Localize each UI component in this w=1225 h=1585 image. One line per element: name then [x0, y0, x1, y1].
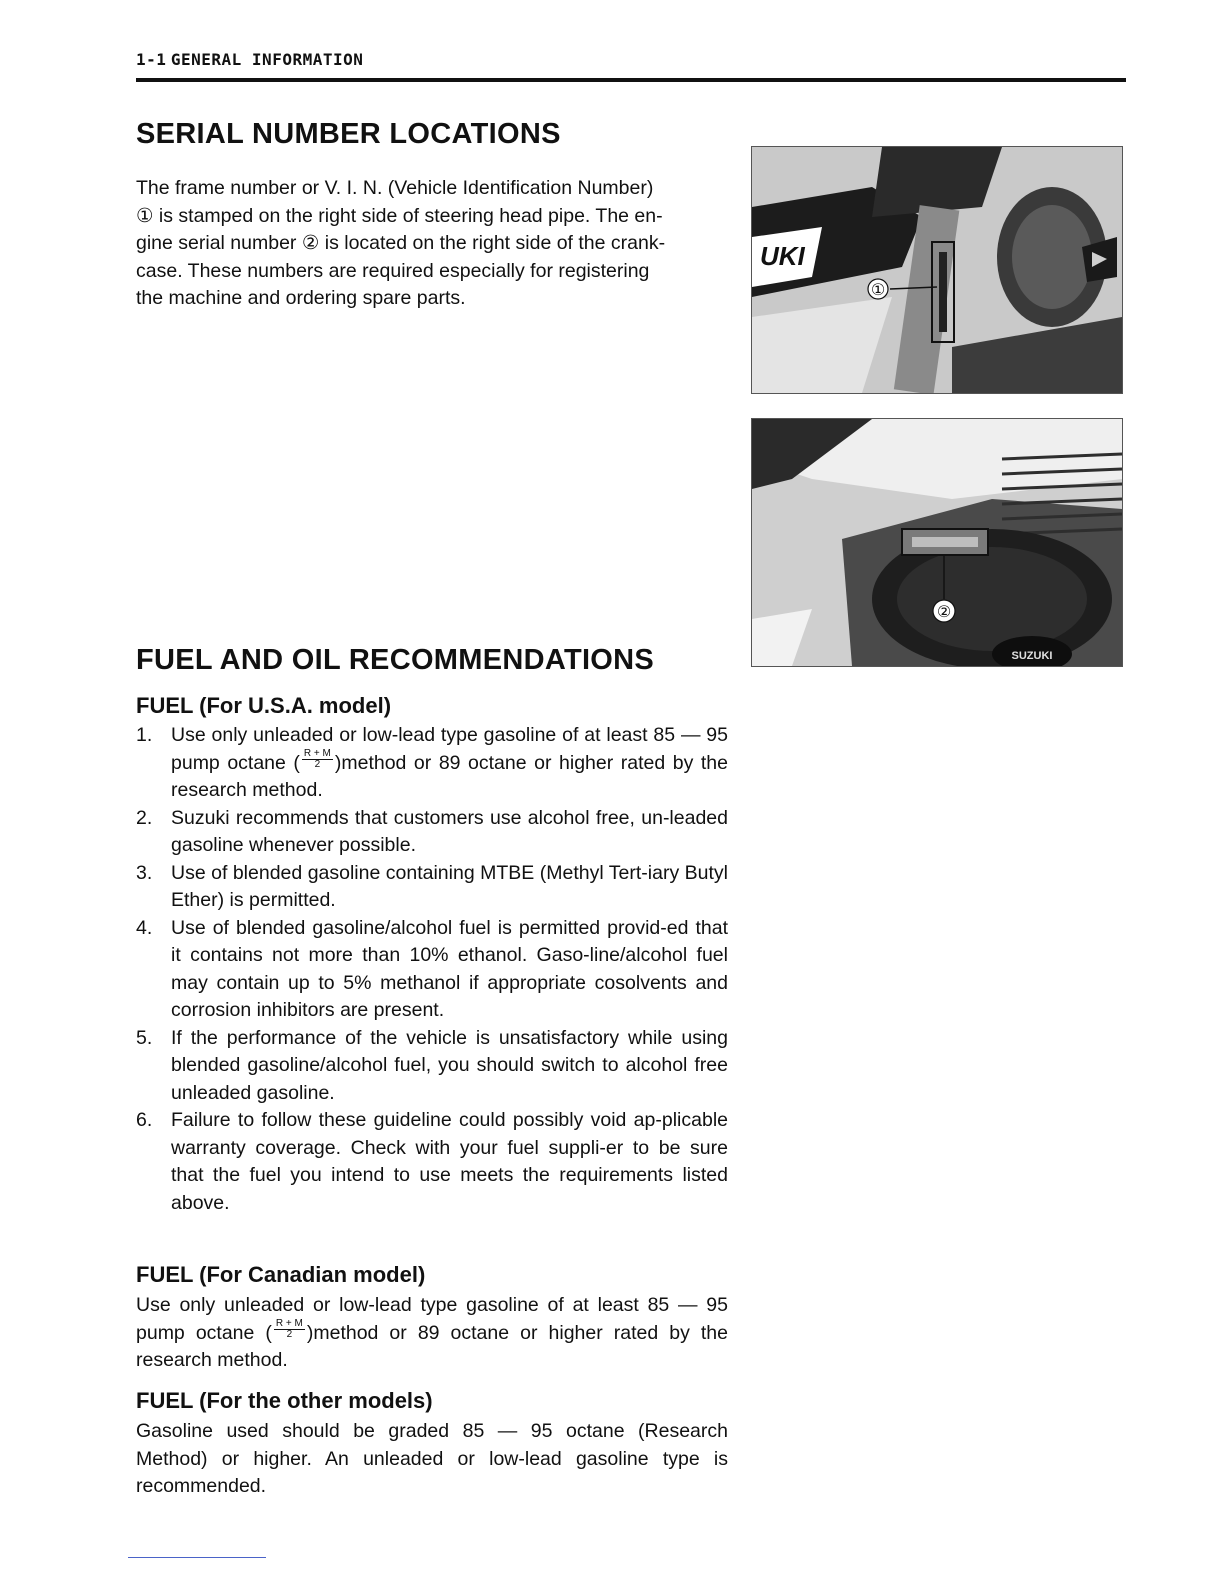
serial-line: case. These numbers are required especially for registering — [136, 259, 650, 282]
engine-callout-number: ② — [936, 602, 952, 621]
engine-brand-text: SUZUKI — [1011, 650, 1053, 662]
list-item: 5. If the performance of the vehicle is unsatisfactory while using blended gasoline/alcohol fuel, you should switch to alcohol free unleaded gasoline. — [136, 1026, 728, 1104]
list-item: 4. Use of blended gasoline/alcohol fuel is permitted provid-ed that it contains not more than 10% ethanol. Gaso-line/alcohol fuel may contain up to 5% methanol if appropriate cosolvents and corrosion inhibitors are present. — [136, 916, 728, 1021]
header-title: GENERAL INFORMATION — [170, 50, 364, 69]
canada-heading: FUEL (For Canadian model) — [136, 1262, 426, 1287]
serial-line: the machine and ordering spare parts. — [136, 287, 466, 309]
frame-brand-text: UKI — [760, 241, 805, 271]
section-number: 1-1 — [136, 50, 167, 69]
serial-paragraph — [136, 175, 728, 313]
octane-fraction: $\frac{R + M}{2}$ — [275, 1317, 303, 1340]
list-item: 2. Suzuki recommends that customers use alcohol free, un-leaded gasoline whenever possible. — [136, 806, 728, 856]
list-item: 6. Failure to follow these guideline could possibly void ap-plicable warranty coverage. Check with your fuel suppli-er to be sure that the fuel you intend to use meets the requirements listed above. — [136, 1109, 728, 1214]
usa-heading: FUEL (For U.S.A. model) — [136, 693, 392, 718]
usa-fuel-list — [136, 722, 728, 1217]
engine-number-photo — [751, 418, 1123, 667]
list-item: 3. Use of blended gasoline containing MTBE (Methyl Tert-iary Butyl Ether) is permitted. — [136, 861, 728, 911]
list-item: 1. Use only unleaded or low-lead type gasoline of at least 85 — 95 pump octane ( $\frac{R + M}{2}$ )method or 89 octane or higher rated by the research method. — [136, 724, 728, 801]
serial-line: The frame number or V. I. N. (Vehicle Identification Number) — [136, 177, 654, 199]
canada-paragraph: Use only unleaded or low-lead type gasoline of at least 85 — 95 pump octane ( $\frac{R + M}{2}$ )method or 89 octane or higher rated by the research method. — [136, 1294, 728, 1371]
serial-line: ① is stamped on the right side of steering head pipe. The en- — [136, 204, 663, 227]
fuel-heading: FUEL AND OIL RECOMMENDATIONS — [136, 644, 655, 676]
other-heading: FUEL (For the other models) — [136, 1388, 433, 1413]
page-header — [136, 50, 1126, 70]
bottom-link-underline — [128, 1557, 266, 1558]
frame-number-photo — [751, 146, 1123, 394]
serial-heading: SERIAL NUMBER LOCATIONS — [136, 118, 561, 150]
serial-line: gine serial number ② is located on the right side of the crank- — [136, 232, 666, 254]
octane-fraction: $\frac{R + M}{2}$ — [303, 747, 331, 770]
header-rule — [136, 78, 1126, 82]
other-paragraph: Gasoline used should be graded 85 — 95 octane (Research Method) or higher. An unleaded or low-lead gasoline type is recommended. — [136, 1420, 728, 1497]
frame-callout-number: ① — [870, 280, 886, 299]
